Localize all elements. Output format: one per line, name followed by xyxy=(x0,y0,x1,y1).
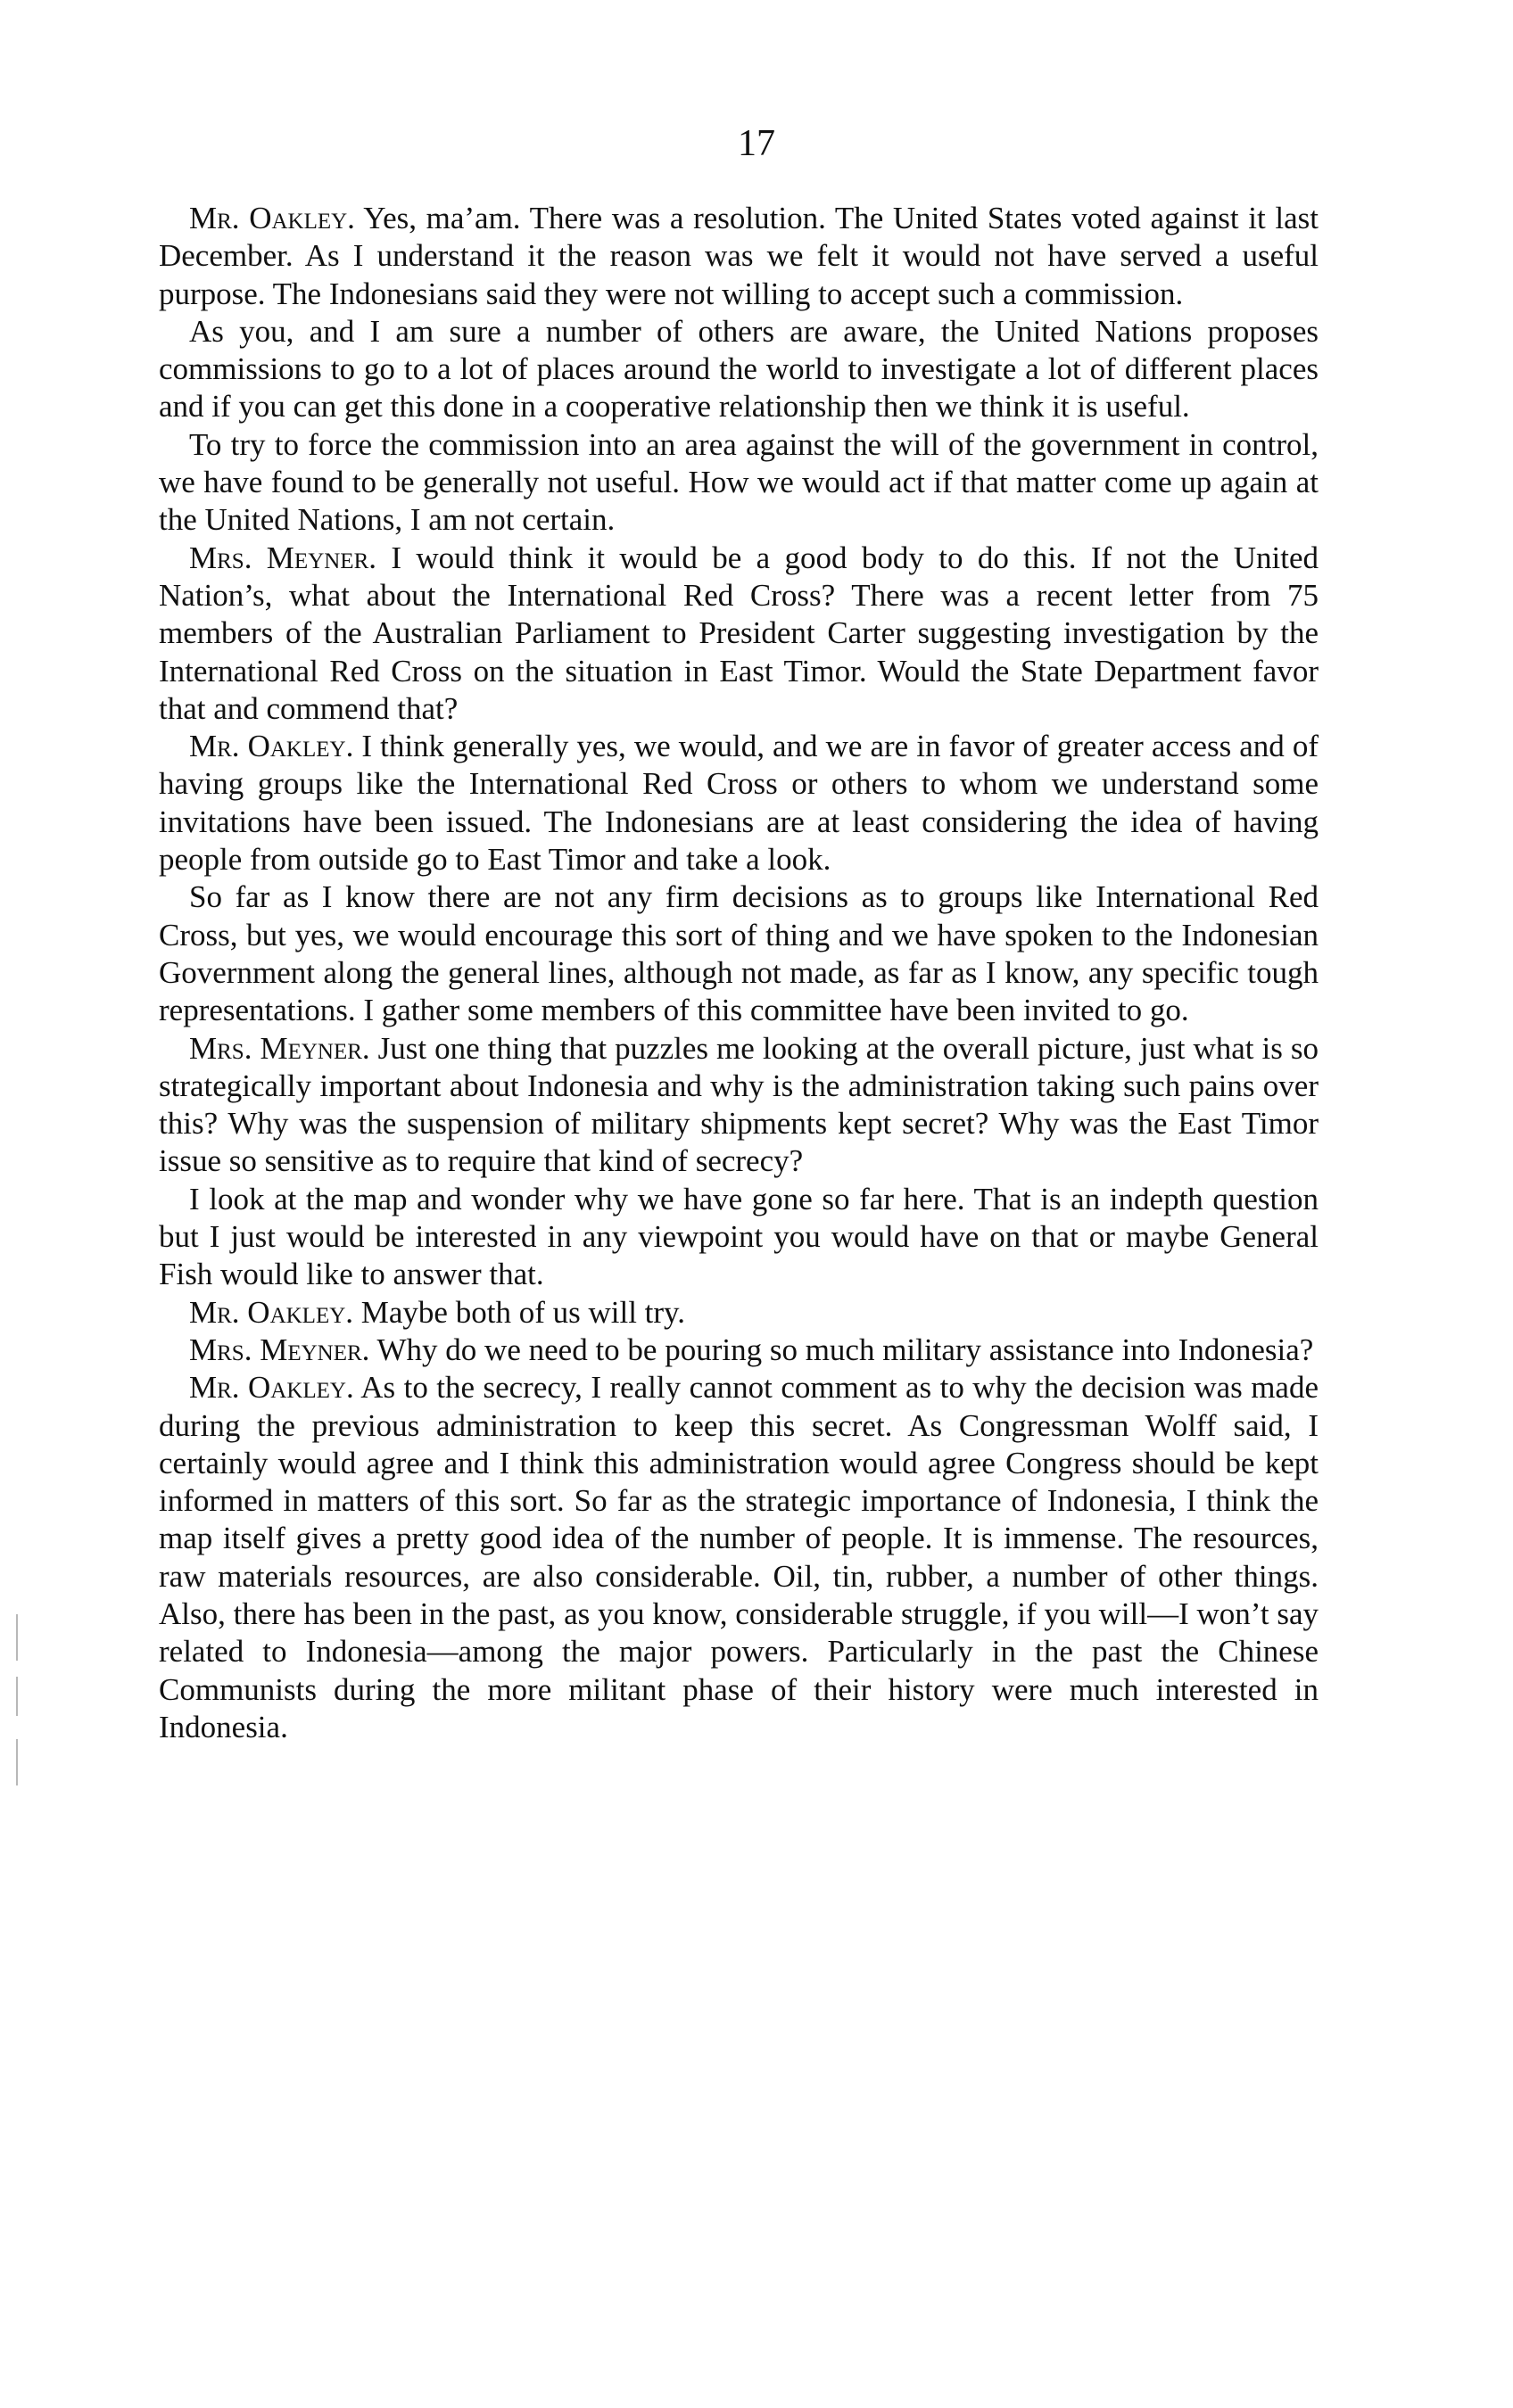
paragraph-text: I would think it would be a good body to do this. If not the United Nation’s, what about the International Red Cross? There was a recent letter from 75 members of the Australian Parliament to President Carter suggesting investigation by the International Red Cross on the situation in East Timor. Would the State Department favor that and commend that? xyxy=(159,540,1319,726)
scan-margin-mark xyxy=(16,1677,18,1716)
speaker-name: Mrs. Meyner. xyxy=(189,1030,370,1066)
paragraph-text: Maybe both of us will try. xyxy=(353,1294,686,1330)
paragraph-text: Yes, ma’am. There was a resolution. The United States voted against it last December. As I understand it the reason was we felt it would not have served a useful purpose. The Indonesians said they were not willing to accept such a commission. xyxy=(159,201,1319,311)
paragraph-text: I think generally yes, we would, and we are in favor of greater access and of having groups like the International Red Cross or others to whom we understand some invitations have been issued. The Indonesians are at least considering the idea of having people from outside go to East Timor and take a look. xyxy=(159,729,1319,878)
paragraph xyxy=(159,1332,1319,1369)
paragraph xyxy=(159,426,1319,540)
body-text xyxy=(159,200,1319,1746)
page-number: 17 xyxy=(738,123,775,164)
speaker-name: Mr. Oakley. xyxy=(189,1370,354,1406)
paragraph xyxy=(159,1181,1319,1294)
paragraph-text: Just one thing that puzzles me looking at the overall picture, just what is so strategically important about Indonesia and why is the administration taking such pains over this? Why was the suspension of military shipments kept secret? Why was the East Timor issue so sensitive as to require that kind of secrecy? xyxy=(159,1030,1319,1179)
scan-margin-mark xyxy=(16,1739,18,1785)
paragraph xyxy=(159,200,1319,313)
scan-margin-mark xyxy=(16,1614,18,1661)
speaker-name: Mrs. Meyner. xyxy=(189,540,377,575)
speaker-name: Mr. Oakley. xyxy=(189,729,354,764)
speaker-name: Mrs. Meyner. xyxy=(189,1332,370,1367)
paragraph-text: As to the secrecy, I really cannot comment as to why the decision was made during the previous administration to keep this secret. As Congressman Wolff said, I certainly would agree and I think this administration would agree Congress should be kept informed in matters of this sort. So far as the strategic importance of Indonesia, I think the map itself gives a pretty good idea of the number of people. It is immense. The resources, raw materials resources, are also considerable. Oil, tin, rubber, a number of other things. Also, there has been in the past, as you know, considerable struggle, if you will—I won’t say related to Indonesia—among the major powers. Particularly in the past the Chinese Communists during the more militant phase of their history were much interested in Indonesia. xyxy=(159,1370,1319,1744)
paragraph-text: To try to force the commission into an area against the will of the government in control, we have found to be generally not useful. How we would act if that matter come up again at the United Nations, I am not certain. xyxy=(159,426,1319,538)
paragraph xyxy=(159,878,1319,1029)
paragraph-text: So far as I know there are not any firm decisions as to groups like International Red Cross, but yes, we would encourage this sort of thing and we have spoken to the Indonesian Government along the general lines, although not made, as far as I know, any specific tough representations. I gather some members of this committee have been invited to go. xyxy=(159,879,1319,1028)
paragraph-text: As you, and I am sure a number of others are aware, the United Nations proposes commissions to go to a lot of places around the world to investigate a lot of different places and if you can get this done in a cooperative relationship then we think it is useful. xyxy=(159,313,1319,425)
speaker-name: Mr. Oakley. xyxy=(189,1294,354,1330)
paragraph-text: Why do we need to be pouring so much military assistance into Indonesia? xyxy=(369,1332,1314,1367)
paragraph-text: I look at the map and wonder why we have gone so far here. That is an indepth question but I just would be interested in any viewpoint you would have on that or maybe General Fish would like to answer that. xyxy=(159,1181,1319,1292)
paragraph xyxy=(159,1369,1319,1746)
paragraph xyxy=(159,1030,1319,1181)
paragraph xyxy=(159,540,1319,728)
paragraph xyxy=(159,313,1319,426)
paragraph xyxy=(159,728,1319,878)
paragraph xyxy=(159,1294,1319,1332)
speaker-name: Mr. Oakley. xyxy=(189,201,355,235)
